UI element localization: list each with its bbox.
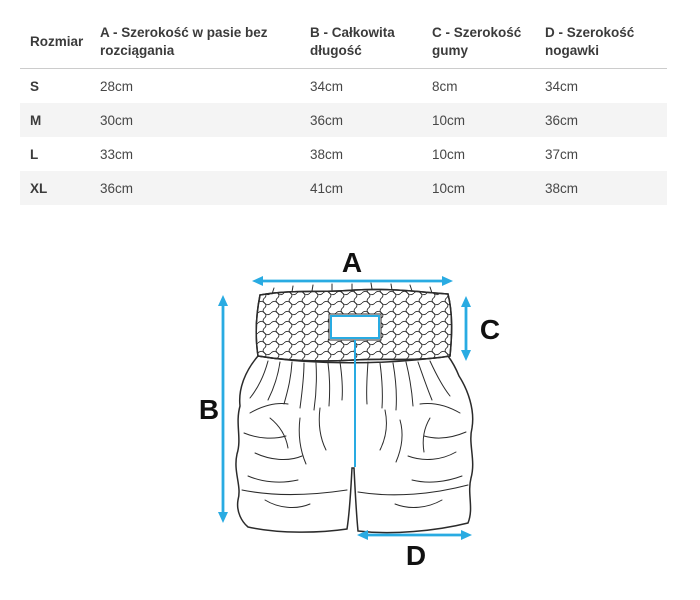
cell-size: XL (30, 180, 48, 196)
cell-size: M (30, 112, 42, 128)
table-row (20, 103, 667, 137)
dimension-label-d: D (405, 540, 427, 571)
table-row (20, 137, 667, 171)
header-b: B - Całkowita długość (310, 16, 432, 69)
header-a: A - Szerokość w pasie bez rozciągania (100, 16, 310, 69)
cell-c: 8cm (432, 78, 458, 94)
cell-d: 34cm (545, 78, 579, 94)
cell-c: 10cm (432, 146, 466, 162)
cell-a: 30cm (100, 112, 134, 128)
waistband-label-patch (329, 314, 381, 340)
cell-b: 34cm (310, 78, 344, 94)
table-row (20, 171, 667, 205)
dimension-arrow-b (218, 295, 228, 523)
cell-a: 36cm (100, 180, 134, 196)
size-table (20, 16, 667, 205)
cell-a: 28cm (100, 78, 134, 94)
cell-b: 41cm (310, 180, 344, 196)
table-header-row (20, 16, 667, 69)
dimension-label-a: A (341, 247, 363, 278)
cell-d: 36cm (545, 112, 579, 128)
dimension-label-c: C (479, 314, 501, 345)
header-size: Rozmiar (20, 16, 100, 69)
dimension-label-b: B (198, 394, 220, 425)
cell-d: 38cm (545, 180, 579, 196)
cell-d: 37cm (545, 146, 579, 162)
cell-b: 36cm (310, 112, 344, 128)
cell-size: L (30, 146, 39, 162)
header-c: C - Szerokość gumy (432, 16, 545, 69)
dimension-arrow-c (461, 296, 471, 361)
cell-c: 10cm (432, 112, 466, 128)
cell-b: 38cm (310, 146, 344, 162)
table-row (20, 69, 667, 104)
header-d: D - Szerokość nogawki (545, 16, 667, 69)
shorts-measurement-diagram (180, 238, 520, 590)
cell-a: 33cm (100, 146, 134, 162)
cell-c: 10cm (432, 180, 466, 196)
cell-size: S (30, 78, 40, 94)
